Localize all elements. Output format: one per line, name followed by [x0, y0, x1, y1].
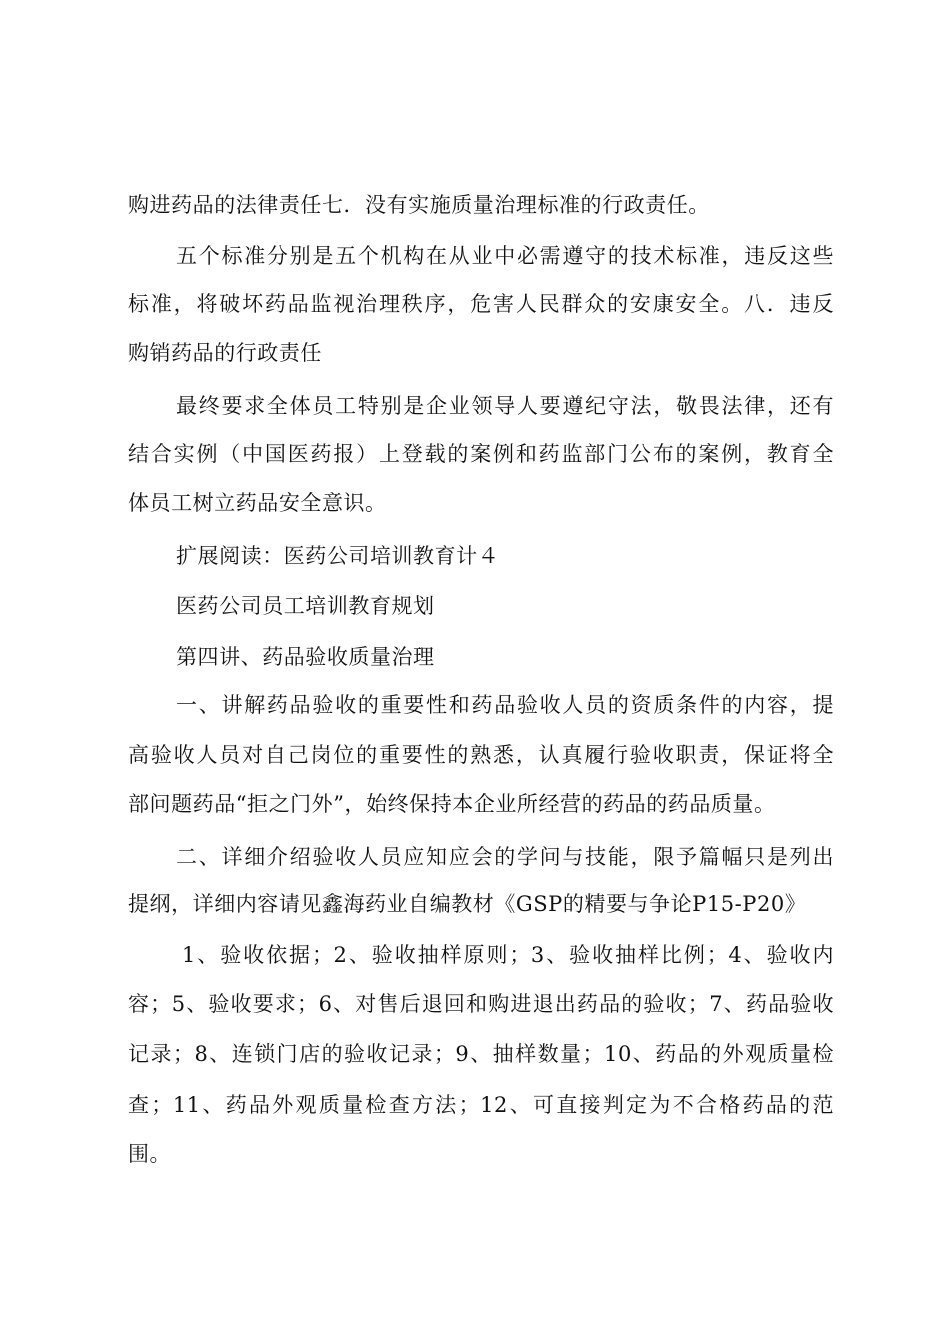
- text-line-17: 容；5、验收要求；6、对售后退回和购进退出药品的验收；7、药品验收: [128, 992, 834, 1016]
- text-line-14: 二、详细介绍验收人员应知应会的学问与技能，限予篇幅只是列出: [176, 845, 834, 869]
- text-line-20: 围。: [128, 1142, 172, 1166]
- text-line-15: 提纲，详细内容请见鑫海药业自编教材《GSP的精要与争论P15-P20》: [128, 892, 807, 916]
- text-line-7: 体员工树立药品安全意识。: [128, 491, 387, 515]
- text-line-3: 标准，将破坏药品监视治理秩序，危害人民群众的安康安全。八．违反: [128, 292, 834, 316]
- text-line-8: 扩展阅读：医药公司培训教育计４: [176, 544, 500, 568]
- text-line-13: 部问题药品“拒之门外”，始终保持本企业所经营的药品的药品质量。: [128, 792, 776, 816]
- text-line-18: 记录；8、连锁门店的验收记录；9、抽样数量；10、药品的外观质量检: [128, 1042, 834, 1066]
- text-line-1: 购进药品的法律责任七．没有实施质量治理标准的行政责任。: [128, 193, 710, 217]
- text-line-12: 高验收人员对自己岗位的重要性的熟悉，认真履行验收职责，保证将全: [128, 743, 834, 767]
- text-line-16: 1、验收依据；2、验收抽样原则；3、验收抽样比例；4、验收内: [182, 943, 834, 967]
- text-line-6: 结合实例（中国医药报）上登载的案例和药监部门公布的案例，教育全: [128, 442, 834, 466]
- text-line-10: 第四讲、药品验收质量治理: [176, 645, 435, 669]
- text-line-5: 最终要求全体员工特别是企业领导人要遵纪守法，敬畏法律，还有: [176, 394, 834, 418]
- text-line-19: 查；11、药品外观质量检查方法；12、可直接判定为不合格药品的范: [128, 1093, 834, 1117]
- text-line-4: 购销药品的行政责任: [128, 341, 322, 365]
- text-line-2: 五个标准分别是五个机构在从业中必需遵守的技术标准，违反这些: [176, 244, 834, 268]
- text-line-11: 一、讲解药品验收的重要性和药品验收人员的资质条件的内容，提: [176, 693, 834, 717]
- text-line-9: 医药公司员工培训教育规划: [176, 594, 435, 618]
